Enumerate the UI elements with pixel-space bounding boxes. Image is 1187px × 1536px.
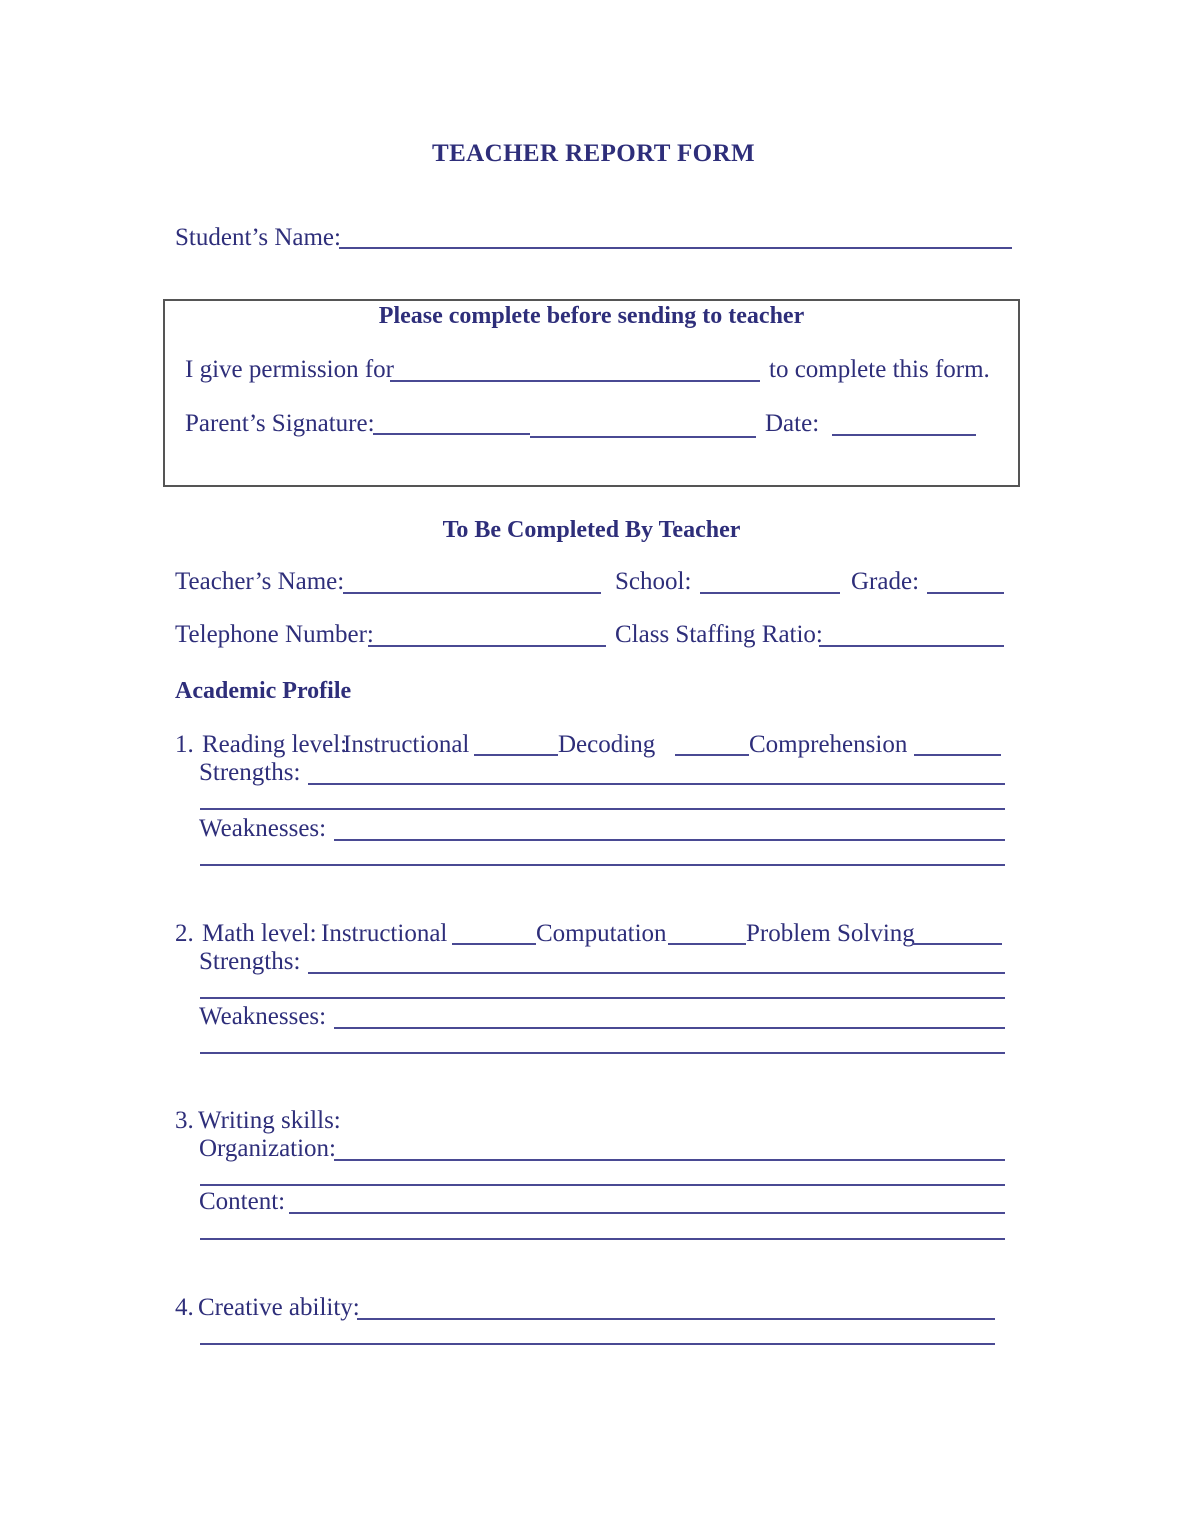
item-2-field-c-label: Problem Solving xyxy=(746,920,915,947)
school-blank[interactable] xyxy=(700,592,840,594)
item-3-organization-continuation-rule[interactable] xyxy=(200,1184,1005,1186)
grade-blank[interactable] xyxy=(927,592,1004,594)
item-3-content-continuation-rule[interactable] xyxy=(200,1238,1005,1240)
page-title: TEACHER REPORT FORM xyxy=(432,140,755,167)
item-2-title: Math level: xyxy=(202,920,317,947)
permission-name-blank[interactable] xyxy=(390,380,760,382)
parent-signature-label: Parent’s Signature: xyxy=(185,410,375,437)
item-1-number: 1. xyxy=(175,731,194,758)
item-4-title: Creative ability: xyxy=(198,1294,360,1321)
item-2-field-a-label: Instructional xyxy=(321,920,448,947)
student-name-label: Student’s Name: xyxy=(175,224,341,251)
item-3-title: Writing skills: xyxy=(198,1107,341,1134)
item-4-blank[interactable] xyxy=(357,1318,995,1320)
teacher-name-label: Teacher’s Name: xyxy=(175,568,345,595)
item-2-field-a-blank[interactable] xyxy=(452,943,536,945)
item-2-weaknesses-label: Weaknesses: xyxy=(199,1003,327,1030)
item-1-strengths-continuation-rule[interactable] xyxy=(200,808,1005,810)
item-3-content-blank[interactable] xyxy=(289,1212,1005,1214)
item-1-title: Reading level: xyxy=(202,731,348,758)
item-1-weaknesses-blank[interactable] xyxy=(334,839,1005,841)
item-2-weaknesses-continuation-rule[interactable] xyxy=(200,1052,1005,1054)
item-1-field-c-blank[interactable] xyxy=(914,754,1001,756)
permission-box-heading: Please complete before sending to teacher xyxy=(378,303,805,329)
item-2-field-b-label: Computation xyxy=(536,920,667,947)
student-name-blank[interactable] xyxy=(339,247,1012,249)
item-2-weaknesses-blank[interactable] xyxy=(334,1027,1005,1029)
grade-label: Grade: xyxy=(851,568,920,595)
item-1-field-b-blank[interactable] xyxy=(675,754,749,756)
academic-profile-heading: Academic Profile xyxy=(175,678,352,704)
telephone-blank[interactable] xyxy=(368,645,606,647)
date-blank[interactable] xyxy=(832,434,976,436)
item-2-number: 2. xyxy=(175,920,194,947)
permission-prefix-label: I give permission for xyxy=(185,356,394,383)
item-1-field-a-blank[interactable] xyxy=(474,754,558,756)
teacher-section-heading: To Be Completed By Teacher xyxy=(442,517,741,543)
item-4-continuation-rule[interactable] xyxy=(200,1343,995,1345)
item-1-weaknesses-continuation-rule[interactable] xyxy=(200,864,1005,866)
teacher-name-blank[interactable] xyxy=(343,592,601,594)
item-1-weaknesses-label: Weaknesses: xyxy=(199,815,327,842)
class-staffing-ratio-blank[interactable] xyxy=(819,645,1004,647)
date-label: Date: xyxy=(765,410,820,437)
item-3-content-label: Content: xyxy=(199,1188,286,1215)
item-1-strengths-label: Strengths: xyxy=(199,759,301,786)
item-3-organization-blank[interactable] xyxy=(334,1159,1005,1161)
item-1-strengths-blank[interactable] xyxy=(308,783,1005,785)
item-4-number: 4. xyxy=(175,1294,194,1321)
item-2-strengths-blank[interactable] xyxy=(308,972,1005,974)
item-2-strengths-label: Strengths: xyxy=(199,948,301,975)
item-1-field-a-label: Instructional xyxy=(343,731,470,758)
item-2-field-c-blank[interactable] xyxy=(912,943,1002,945)
school-label: School: xyxy=(615,568,692,595)
parent-signature-blank-a[interactable] xyxy=(373,433,530,435)
item-3-number: 3. xyxy=(175,1107,194,1134)
telephone-label: Telephone Number: xyxy=(175,621,374,648)
item-2-strengths-continuation-rule[interactable] xyxy=(200,997,1005,999)
class-staffing-ratio-label: Class Staffing Ratio: xyxy=(615,621,823,648)
item-1-field-c-label: Comprehension xyxy=(749,731,908,758)
item-2-field-b-blank[interactable] xyxy=(668,943,746,945)
item-1-field-b-label: Decoding xyxy=(558,731,656,758)
item-3-organization-label: Organization: xyxy=(199,1135,336,1162)
parent-signature-blank-b[interactable] xyxy=(530,436,756,438)
permission-suffix-label: to complete this form. xyxy=(769,356,990,383)
